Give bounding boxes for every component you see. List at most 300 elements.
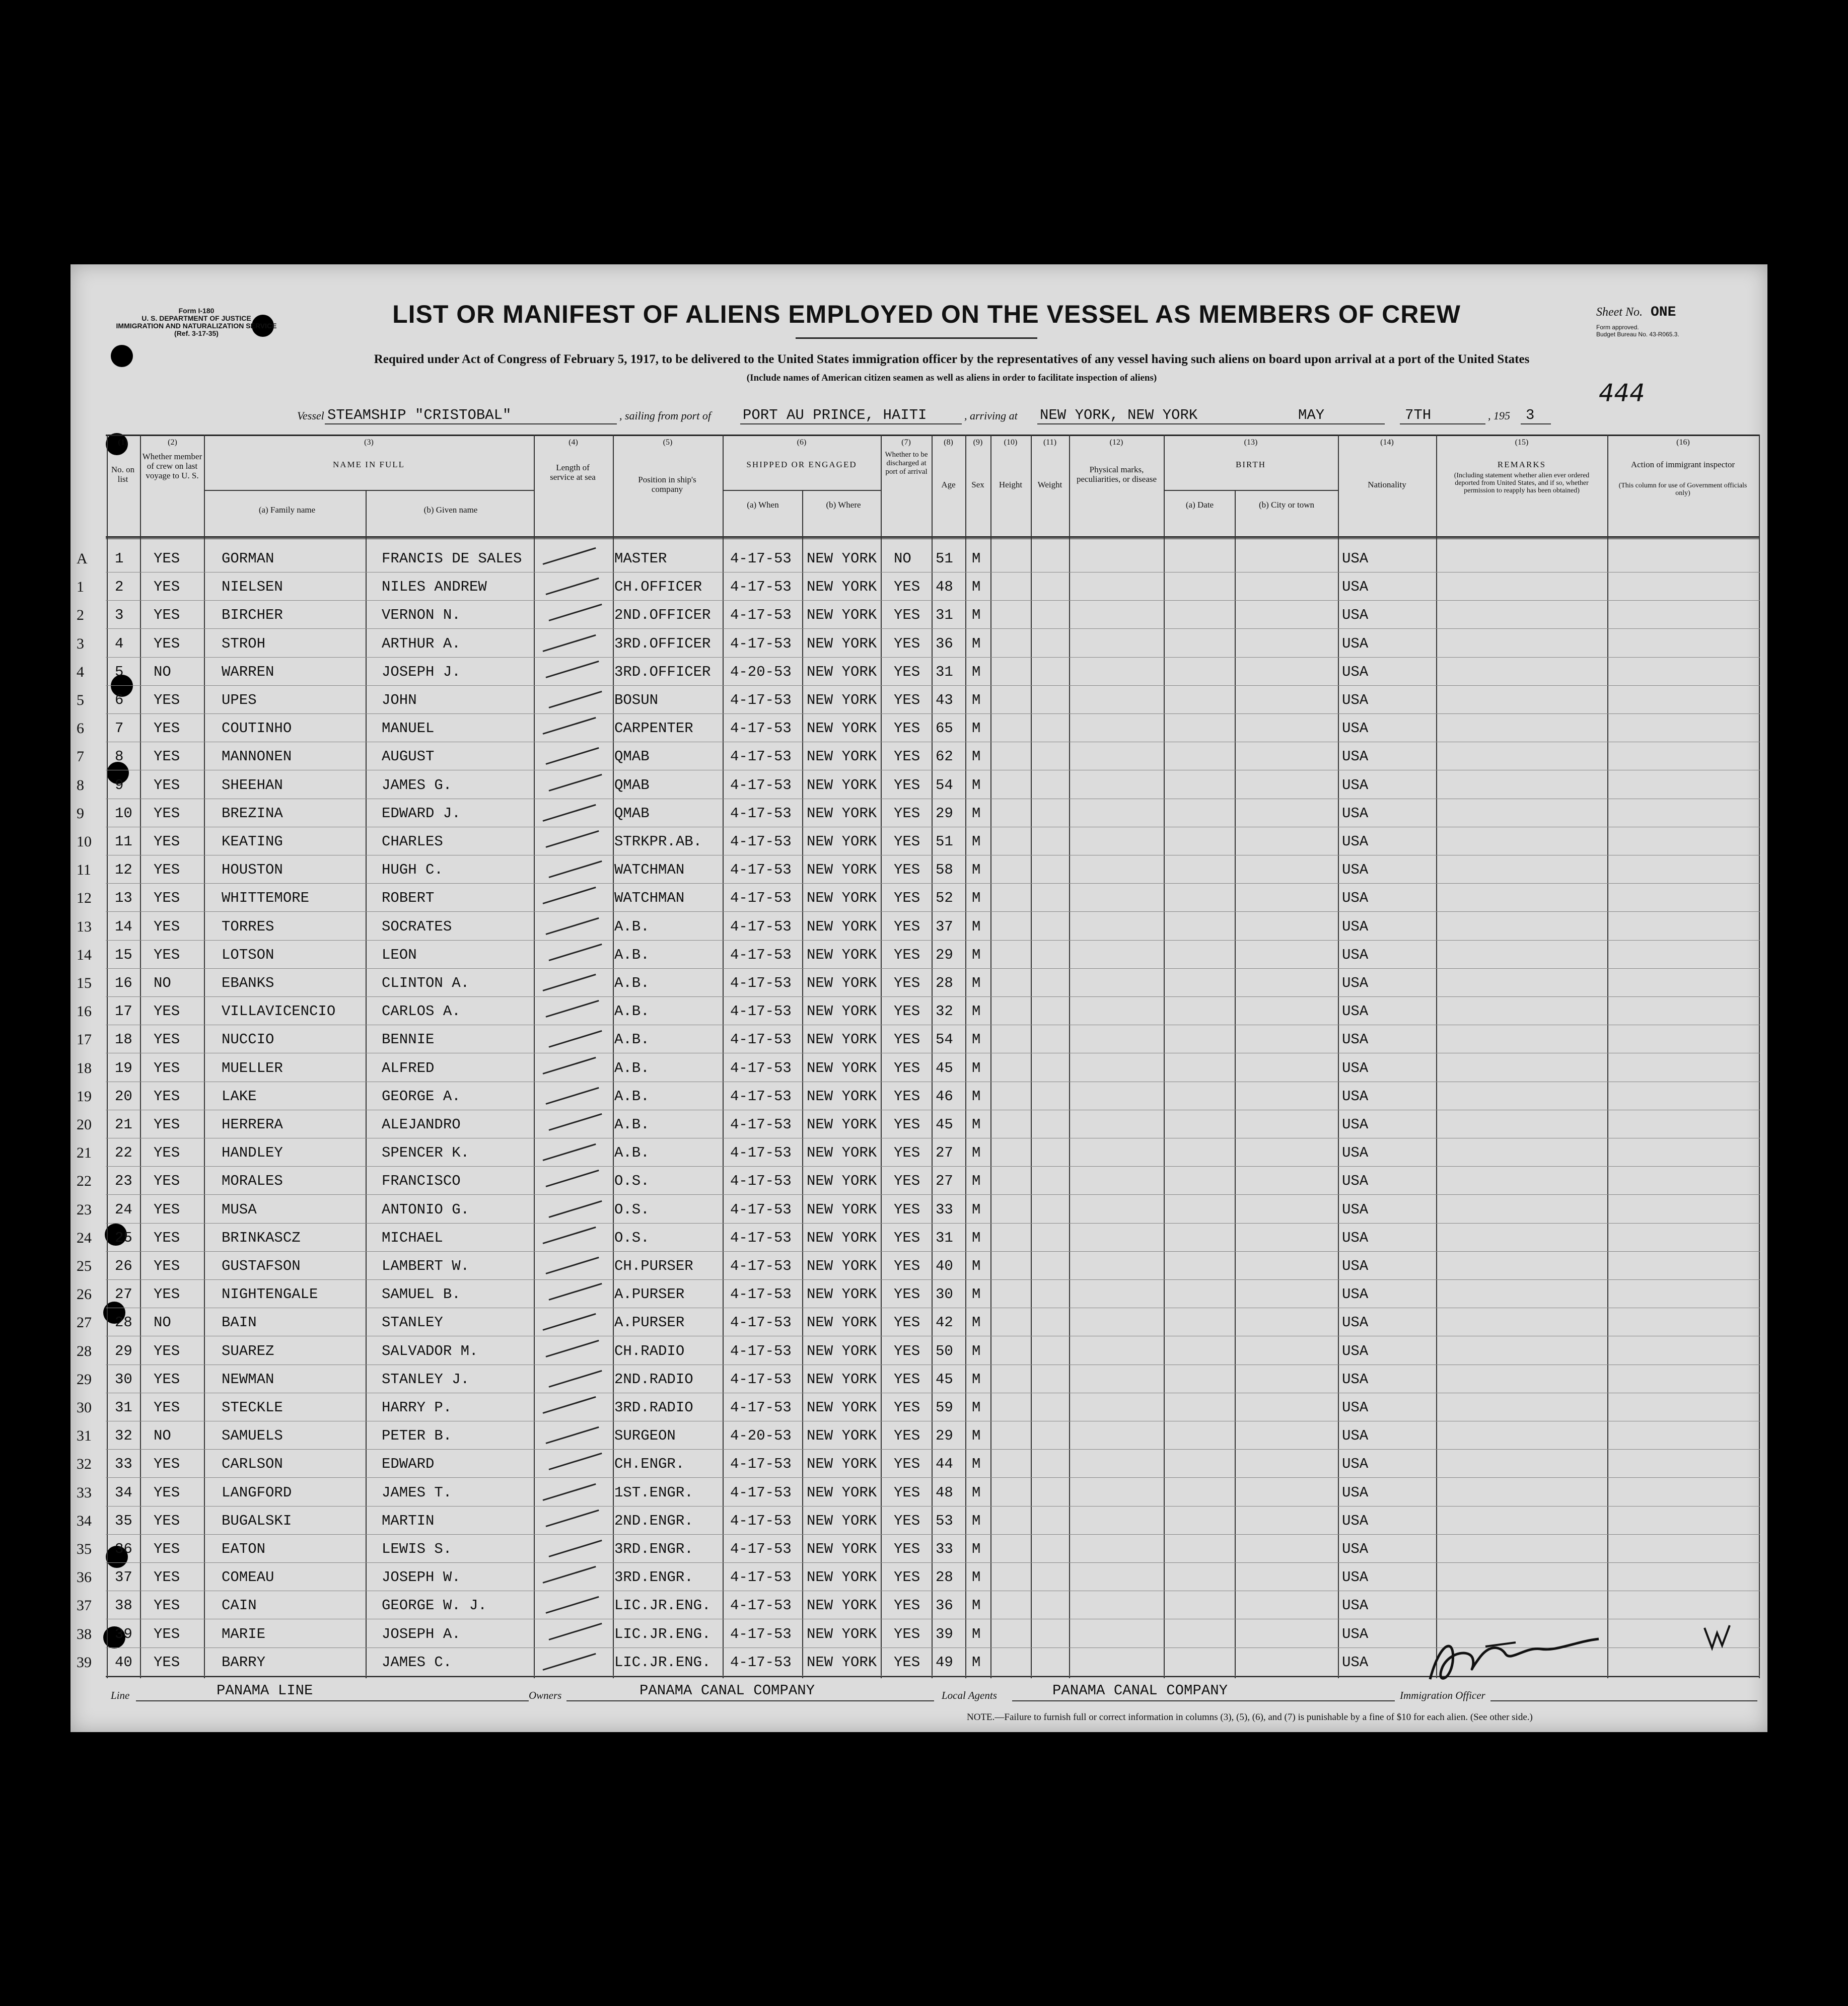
row-margin-number: 10 bbox=[77, 833, 92, 850]
discharge-value: YES bbox=[894, 720, 920, 737]
last-voyage-value: YES bbox=[154, 720, 180, 737]
shipped-when: 4-17-53 bbox=[730, 1003, 792, 1020]
list-number: 5 bbox=[115, 663, 124, 680]
sex-value: M bbox=[972, 918, 981, 935]
position-value: QMAB bbox=[614, 748, 650, 765]
age-value: 29 bbox=[936, 805, 953, 822]
list-number: 2 bbox=[115, 579, 124, 596]
shipped-when: 4-17-53 bbox=[730, 1654, 792, 1671]
family-name: MUELLER bbox=[222, 1059, 283, 1077]
service-check-mark bbox=[549, 1540, 602, 1557]
month-value: MAY bbox=[1298, 407, 1325, 423]
table-row bbox=[77, 1054, 1760, 1082]
row-margin-number: 39 bbox=[77, 1654, 92, 1671]
family-name: TORRES bbox=[222, 918, 274, 935]
nationality-value: USA bbox=[1342, 1371, 1369, 1388]
last-voyage-value: YES bbox=[154, 1625, 180, 1642]
given-name: CLINTON A. bbox=[382, 975, 470, 991]
list-number: 11 bbox=[115, 833, 132, 850]
position-value: 3RD.RADIO bbox=[614, 1399, 693, 1416]
row-margin-number: 31 bbox=[77, 1427, 92, 1445]
list-number: 20 bbox=[115, 1088, 132, 1105]
sex-value: M bbox=[972, 748, 981, 765]
col7-number: (7) bbox=[901, 438, 911, 447]
shipped-when: 4-17-53 bbox=[730, 1258, 792, 1274]
table-row bbox=[77, 884, 1760, 912]
last-voyage-value: NO bbox=[154, 1427, 171, 1445]
discharge-value: YES bbox=[894, 1654, 920, 1671]
family-name: KEATING bbox=[222, 833, 283, 850]
shipped-when: 4-17-53 bbox=[730, 862, 792, 879]
shipped-where: NEW YORK bbox=[807, 1088, 877, 1105]
age-value: 54 bbox=[936, 776, 953, 794]
col13b-header: (b) City or town bbox=[1258, 500, 1315, 510]
row-margin-number: 17 bbox=[77, 1031, 92, 1048]
sex-value: M bbox=[972, 550, 981, 567]
given-name: LAMBERT W. bbox=[382, 1258, 470, 1274]
age-value: 53 bbox=[936, 1512, 953, 1529]
shipped-where: NEW YORK bbox=[807, 975, 877, 991]
last-voyage-value: YES bbox=[154, 1116, 180, 1133]
service-check-mark bbox=[549, 691, 602, 708]
age-value: 29 bbox=[936, 1427, 953, 1445]
age-value: 54 bbox=[936, 1031, 953, 1048]
family-name: NEWMAN bbox=[222, 1371, 274, 1388]
row-margin-number: 23 bbox=[77, 1201, 92, 1218]
sex-value: M bbox=[972, 1173, 981, 1190]
service-check-mark bbox=[546, 1426, 599, 1444]
col1-number: (1) bbox=[118, 438, 128, 447]
shipped-where: NEW YORK bbox=[807, 1031, 877, 1048]
shipped-when: 4-17-53 bbox=[730, 1144, 792, 1162]
shipped-where: NEW YORK bbox=[807, 550, 877, 567]
shipped-where: NEW YORK bbox=[807, 1286, 877, 1303]
given-name: FRANCISCO bbox=[382, 1173, 461, 1190]
title-rule bbox=[796, 337, 1037, 339]
sex-value: M bbox=[972, 1456, 981, 1473]
position-value: O.S. bbox=[614, 1229, 650, 1246]
last-voyage-value: YES bbox=[154, 1512, 180, 1529]
nationality-value: USA bbox=[1342, 918, 1369, 935]
shipped-where: NEW YORK bbox=[807, 692, 877, 708]
nationality-value: USA bbox=[1342, 975, 1369, 991]
sex-value: M bbox=[972, 1229, 981, 1246]
family-name: EATON bbox=[222, 1541, 266, 1557]
nationality-value: USA bbox=[1342, 1116, 1369, 1133]
list-number: 3 bbox=[115, 607, 124, 624]
discharge-value: YES bbox=[894, 1031, 920, 1048]
shipped-where: NEW YORK bbox=[807, 1541, 877, 1557]
list-number: 10 bbox=[115, 805, 132, 822]
row-margin-number: 22 bbox=[77, 1173, 92, 1190]
shipped-where: NEW YORK bbox=[807, 1229, 877, 1246]
col10-header: Height bbox=[999, 480, 1023, 489]
sheet-label: Sheet No. bbox=[1596, 306, 1643, 319]
age-value: 32 bbox=[936, 1003, 953, 1020]
sex-value: M bbox=[972, 1314, 981, 1331]
table-row bbox=[77, 771, 1760, 799]
list-number: 17 bbox=[115, 1003, 132, 1020]
table-row bbox=[77, 1280, 1760, 1308]
row-margin-number: 19 bbox=[77, 1088, 92, 1105]
owners-label: Owners bbox=[529, 1689, 562, 1701]
age-value: 31 bbox=[936, 663, 953, 680]
nationality-value: USA bbox=[1342, 1342, 1369, 1359]
sex-value: M bbox=[972, 776, 981, 794]
last-voyage-value: YES bbox=[154, 1456, 180, 1473]
family-name: SAMUELS bbox=[222, 1427, 283, 1445]
given-name: GEORGE W. J. bbox=[382, 1597, 487, 1614]
table-row bbox=[77, 969, 1760, 997]
table-row bbox=[77, 658, 1760, 686]
nationality-value: USA bbox=[1342, 1484, 1369, 1501]
list-number: 40 bbox=[115, 1654, 132, 1671]
position-value: A.B. bbox=[614, 1144, 650, 1162]
crew-table bbox=[77, 435, 1760, 1678]
family-name: BIRCHER bbox=[222, 607, 283, 624]
sex-value: M bbox=[972, 1484, 981, 1501]
col15-number: (15) bbox=[1515, 438, 1529, 447]
shipped-where: NEW YORK bbox=[807, 1625, 877, 1642]
family-name: HANDLEY bbox=[222, 1144, 283, 1162]
shipped-when: 4-17-53 bbox=[730, 1597, 792, 1614]
age-value: 45 bbox=[936, 1116, 953, 1133]
shipped-when: 4-20-53 bbox=[730, 1427, 792, 1445]
col12-header: Physical marks, peculiarities, or disease bbox=[1076, 465, 1157, 484]
discharge-value: YES bbox=[894, 1088, 920, 1105]
form-block bbox=[91, 307, 302, 337]
row-margin-number: A bbox=[77, 550, 88, 567]
agents-label: Local Agents bbox=[942, 1689, 997, 1701]
position-value: 1ST.ENGR. bbox=[614, 1484, 693, 1501]
row-margin-number: 15 bbox=[77, 975, 92, 991]
service-check-mark bbox=[549, 1113, 602, 1131]
last-voyage-value: YES bbox=[154, 1059, 180, 1077]
list-number: 9 bbox=[115, 776, 124, 794]
nationality-value: USA bbox=[1342, 1258, 1369, 1274]
sex-value: M bbox=[972, 833, 981, 850]
sex-value: M bbox=[972, 1031, 981, 1048]
nationality-value: USA bbox=[1342, 833, 1369, 850]
row-margin-number: 24 bbox=[77, 1229, 92, 1246]
col13-header: BIRTH bbox=[1236, 460, 1266, 469]
col14-number: (14) bbox=[1380, 438, 1394, 447]
family-name: CAIN bbox=[222, 1597, 257, 1614]
discharge-value: YES bbox=[894, 1286, 920, 1303]
family-name: EBANKS bbox=[222, 975, 274, 991]
table-row bbox=[77, 601, 1760, 629]
list-number: 8 bbox=[115, 748, 124, 765]
row-margin-number: 9 bbox=[77, 805, 84, 822]
inspector-initial-mark bbox=[1702, 1623, 1732, 1653]
given-name: EDWARD J. bbox=[382, 805, 461, 822]
shipped-when: 4-17-53 bbox=[730, 1371, 792, 1388]
position-value: CH.RADIO bbox=[614, 1342, 685, 1359]
family-name: COUTINHO bbox=[222, 720, 292, 737]
age-value: 49 bbox=[936, 1654, 953, 1671]
col9-number: (9) bbox=[973, 438, 983, 447]
table-row bbox=[77, 1365, 1760, 1393]
officer-signature bbox=[1425, 1631, 1606, 1687]
discharge-value: YES bbox=[894, 1314, 920, 1331]
table-row bbox=[77, 686, 1760, 714]
year-value: 3 bbox=[1526, 407, 1535, 423]
position-value: 3RD.OFFICER bbox=[614, 635, 711, 652]
family-name: MANNONEN bbox=[222, 748, 292, 765]
given-name: JOSEPH A. bbox=[382, 1625, 461, 1642]
shipped-when: 4-17-53 bbox=[730, 1399, 792, 1416]
last-voyage-value: YES bbox=[154, 833, 180, 850]
age-value: 46 bbox=[936, 1088, 953, 1105]
age-value: 65 bbox=[936, 720, 953, 737]
shipped-where: NEW YORK bbox=[807, 579, 877, 596]
family-name: WARREN bbox=[222, 663, 274, 680]
shipped-where: NEW YORK bbox=[807, 1654, 877, 1671]
row-margin-number: 8 bbox=[77, 776, 84, 794]
shipped-where: NEW YORK bbox=[807, 1173, 877, 1190]
discharge-value: YES bbox=[894, 1003, 920, 1020]
table-row bbox=[77, 1195, 1760, 1224]
sex-value: M bbox=[972, 946, 981, 963]
row-margin-number: 30 bbox=[77, 1399, 92, 1416]
age-value: 45 bbox=[936, 1371, 953, 1388]
last-voyage-value: YES bbox=[154, 890, 180, 907]
age-value: 58 bbox=[936, 862, 953, 879]
service-check-mark bbox=[543, 1653, 596, 1671]
shipped-when: 4-17-53 bbox=[730, 1512, 792, 1529]
last-voyage-value: YES bbox=[154, 946, 180, 963]
col4-header: Length of service at sea bbox=[550, 463, 596, 482]
age-value: 28 bbox=[936, 1569, 953, 1586]
sex-value: M bbox=[972, 890, 981, 907]
col5-number: (5) bbox=[663, 438, 673, 447]
nationality-value: USA bbox=[1342, 1456, 1369, 1473]
table-row bbox=[77, 941, 1760, 969]
nationality-value: USA bbox=[1342, 1597, 1369, 1614]
list-number: 34 bbox=[115, 1484, 132, 1501]
given-name: JAMES C. bbox=[382, 1654, 452, 1671]
table-row bbox=[77, 1308, 1760, 1336]
age-value: 40 bbox=[936, 1258, 953, 1274]
age-value: 36 bbox=[936, 635, 953, 652]
position-value: 3RD.ENGR. bbox=[614, 1569, 693, 1586]
service-check-mark bbox=[546, 1339, 599, 1357]
service-check-mark bbox=[546, 1257, 599, 1274]
age-value: 59 bbox=[936, 1399, 953, 1416]
nationality-value: USA bbox=[1342, 1286, 1369, 1303]
col4-number: (4) bbox=[568, 438, 578, 447]
subtitle: Required under Act of Congress of February 5, 1917, to be delivered to the United States immigration officer by the representatives of any vessel having such aliens on board upon arrival at a port of the United States bbox=[374, 352, 1530, 366]
nationality-value: USA bbox=[1342, 579, 1369, 596]
position-value: CH.ENGR. bbox=[614, 1456, 685, 1473]
shipped-where: NEW YORK bbox=[807, 1201, 877, 1218]
nationality-value: USA bbox=[1342, 720, 1369, 737]
col13a-header: (a) Date bbox=[1185, 500, 1214, 510]
nationality-value: USA bbox=[1342, 1059, 1369, 1077]
nationality-value: USA bbox=[1342, 1654, 1369, 1671]
list-number: 35 bbox=[115, 1512, 132, 1529]
line-value: PANAMA LINE bbox=[217, 1682, 313, 1699]
nationality-value: USA bbox=[1342, 805, 1369, 822]
given-name: SOCRATES bbox=[382, 918, 452, 935]
discharge-value: YES bbox=[894, 748, 920, 765]
age-value: 44 bbox=[936, 1456, 953, 1473]
shipped-where: NEW YORK bbox=[807, 1144, 877, 1162]
sex-value: M bbox=[972, 663, 981, 680]
discharge-value: YES bbox=[894, 1342, 920, 1359]
approval-block bbox=[1596, 324, 1679, 338]
discharge-value: YES bbox=[894, 1399, 920, 1416]
discharge-value: YES bbox=[894, 1512, 920, 1529]
shipped-when: 4-17-53 bbox=[730, 1286, 792, 1303]
discharge-value: YES bbox=[894, 1597, 920, 1614]
service-check-mark bbox=[549, 861, 602, 878]
family-name: VILLAVICENCIO bbox=[222, 1003, 336, 1020]
col6-number: (6) bbox=[797, 438, 807, 447]
table-row bbox=[77, 1478, 1760, 1507]
last-voyage-value: YES bbox=[154, 1031, 180, 1048]
sex-value: M bbox=[972, 1088, 981, 1105]
shipped-where: NEW YORK bbox=[807, 890, 877, 907]
shipped-where: NEW YORK bbox=[807, 776, 877, 794]
service-check-mark bbox=[546, 1596, 599, 1614]
position-value: STRKPR.AB. bbox=[614, 833, 702, 850]
position-value: A.B. bbox=[614, 946, 650, 963]
service-check-mark bbox=[543, 887, 596, 904]
given-name: VERNON N. bbox=[382, 607, 461, 624]
list-number: 6 bbox=[115, 692, 124, 708]
arriving-label: , arriving at bbox=[964, 409, 1018, 422]
col6b-header: (b) Where bbox=[826, 500, 861, 510]
table-row bbox=[77, 1450, 1760, 1478]
col10-number: (10) bbox=[1004, 438, 1018, 447]
service-check-mark bbox=[549, 1370, 602, 1388]
sex-value: M bbox=[972, 1399, 981, 1416]
list-number: 1 bbox=[115, 550, 124, 567]
owners-value: PANAMA CANAL COMPANY bbox=[639, 1682, 815, 1699]
manifest-sheet bbox=[70, 264, 1767, 1732]
discharge-value: YES bbox=[894, 975, 920, 991]
table-row bbox=[77, 1025, 1760, 1053]
age-value: 48 bbox=[936, 579, 953, 596]
service-check-mark bbox=[549, 1283, 602, 1301]
position-value: A.B. bbox=[614, 1088, 650, 1105]
day-value: 7TH bbox=[1405, 407, 1432, 423]
last-voyage-value: YES bbox=[154, 1003, 180, 1020]
list-number: 13 bbox=[115, 890, 132, 907]
nationality-value: USA bbox=[1342, 607, 1369, 624]
voyage-line bbox=[297, 404, 1616, 424]
family-name: WHITTEMORE bbox=[222, 890, 310, 907]
shipped-when: 4-17-53 bbox=[730, 1116, 792, 1133]
age-value: 51 bbox=[936, 550, 953, 567]
service-check-mark bbox=[546, 1170, 599, 1187]
age-value: 62 bbox=[936, 748, 953, 765]
service-check-mark bbox=[543, 717, 596, 735]
given-name: ALEJANDRO bbox=[382, 1116, 461, 1133]
position-value: 2ND.ENGR. bbox=[614, 1512, 693, 1529]
year-label: , 195 bbox=[1488, 409, 1510, 422]
sex-value: M bbox=[972, 1371, 981, 1388]
given-name: CARLOS A. bbox=[382, 1003, 461, 1020]
row-margin-number: 3 bbox=[77, 635, 84, 652]
last-voyage-value: YES bbox=[154, 1144, 180, 1162]
discharge-value: YES bbox=[894, 1059, 920, 1077]
form-id: Form I-180 bbox=[178, 307, 215, 315]
discharge-value: YES bbox=[894, 607, 920, 624]
last-voyage-value: YES bbox=[154, 1569, 180, 1586]
discharge-value: YES bbox=[894, 918, 920, 935]
vessel-value: STEAMSHIP "CRISTOBAL" bbox=[327, 407, 512, 423]
given-name: SALVADOR M. bbox=[382, 1342, 478, 1359]
discharge-value: YES bbox=[894, 862, 920, 879]
shipped-when: 4-17-53 bbox=[730, 1484, 792, 1501]
table-row bbox=[77, 1110, 1760, 1138]
nationality-value: USA bbox=[1342, 862, 1369, 879]
list-number: 12 bbox=[115, 862, 132, 879]
discharge-value: YES bbox=[894, 663, 920, 680]
last-voyage-value: YES bbox=[154, 1597, 180, 1614]
row-margin-number: 16 bbox=[77, 1003, 92, 1020]
shipped-when: 4-17-53 bbox=[730, 1088, 792, 1105]
discharge-value: YES bbox=[894, 1201, 920, 1218]
budget-line: Budget Bureau No. 43-R065.3. bbox=[1596, 331, 1679, 338]
nationality-value: USA bbox=[1342, 776, 1369, 794]
table-row bbox=[77, 1138, 1760, 1167]
given-name: JOHN bbox=[382, 692, 417, 708]
given-name: STANLEY J. bbox=[382, 1371, 470, 1388]
row-margin-number: 25 bbox=[77, 1258, 92, 1274]
service-check-mark bbox=[546, 1510, 599, 1527]
shipped-when: 4-17-53 bbox=[730, 635, 792, 652]
shipped-where: NEW YORK bbox=[807, 1597, 877, 1614]
approved-line: Form approved. bbox=[1596, 324, 1639, 331]
given-name: NILES ANDREW bbox=[382, 579, 487, 596]
sex-value: M bbox=[972, 1625, 981, 1642]
col7-header: Whether to be discharged at port of arrival bbox=[885, 451, 928, 476]
shipped-where: NEW YORK bbox=[807, 1456, 877, 1473]
shipped-where: NEW YORK bbox=[807, 1399, 877, 1416]
service-check-mark bbox=[543, 1227, 596, 1244]
list-number: 21 bbox=[115, 1116, 132, 1133]
last-voyage-value: YES bbox=[154, 1371, 180, 1388]
shipped-where: NEW YORK bbox=[807, 1342, 877, 1359]
given-name: CHARLES bbox=[382, 833, 443, 850]
service-check-mark bbox=[546, 917, 599, 935]
shipped-when: 4-17-53 bbox=[730, 579, 792, 596]
discharge-value: YES bbox=[894, 1371, 920, 1388]
given-name: JAMES G. bbox=[382, 776, 452, 794]
service-check-mark bbox=[549, 1200, 602, 1217]
shipped-where: NEW YORK bbox=[807, 1512, 877, 1529]
nationality-value: USA bbox=[1342, 1144, 1369, 1162]
col11-number: (11) bbox=[1043, 438, 1057, 447]
service-check-mark bbox=[543, 547, 596, 565]
age-value: 27 bbox=[936, 1144, 953, 1162]
sex-value: M bbox=[972, 1654, 981, 1671]
vessel-label: Vessel bbox=[297, 409, 324, 422]
table-row bbox=[77, 1393, 1760, 1421]
col14-header: Nationality bbox=[1368, 480, 1406, 489]
list-number: 16 bbox=[115, 975, 132, 991]
shipped-when: 4-17-53 bbox=[730, 946, 792, 963]
row-margin-number: 38 bbox=[77, 1625, 92, 1642]
position-value: BOSUN bbox=[614, 692, 659, 708]
family-name: BUGALSKI bbox=[222, 1512, 292, 1529]
shipped-when: 4-17-53 bbox=[730, 975, 792, 991]
list-number: 32 bbox=[115, 1427, 132, 1445]
col11-header: Weight bbox=[1037, 480, 1062, 489]
